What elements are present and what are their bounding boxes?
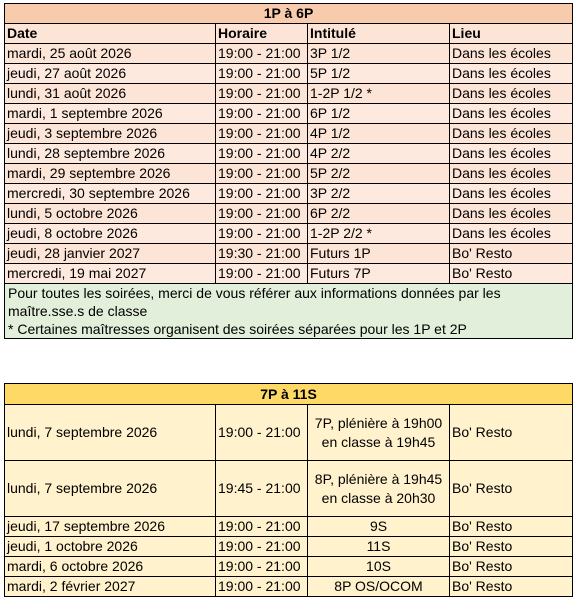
cell-lieu: Dans les écoles — [450, 84, 573, 104]
cell-intitule: Futurs 7P — [308, 264, 450, 284]
cell-lieu: Bo' Resto — [450, 264, 573, 284]
table-row — [5, 184, 573, 204]
cell-horaire: 19:00 - 21:00 — [216, 44, 308, 64]
table-row — [5, 204, 573, 224]
table-row — [5, 461, 573, 517]
table-row — [5, 64, 573, 84]
cell-intitule: 4P 1/2 — [308, 124, 450, 144]
cell-intitule: 1-2P 1/2 * — [308, 84, 450, 104]
cell-lieu: Bo' Resto — [450, 244, 573, 264]
cell-intitule: 1-2P 2/2 * — [308, 224, 450, 244]
cell-horaire: 19:00 - 21:00 — [216, 224, 308, 244]
schedule-table-7p-11s — [4, 383, 573, 597]
table-row — [5, 405, 573, 461]
cell-date: mardi, 25 août 2026 — [5, 44, 216, 64]
cell-horaire: 19:00 - 21:00 — [216, 84, 308, 104]
cell-horaire: 19:30 - 21:00 — [216, 244, 308, 264]
header-horaire: Horaire — [216, 24, 308, 44]
table-row — [5, 557, 573, 577]
cell-horaire: 19:00 - 21:00 — [216, 64, 308, 84]
cell-intitule: 3P 1/2 — [308, 44, 450, 64]
cell-horaire: 19:00 - 21:00 — [216, 517, 308, 537]
cell-intitule: Futurs 1P — [308, 244, 450, 264]
table-row — [5, 577, 573, 597]
cell-date: lundi, 5 octobre 2026 — [5, 204, 216, 224]
note-line-2: * Certaines maîtresses organisent des soirées séparées pour les 1P et 2P — [8, 321, 467, 337]
cell-intitule: 5P 2/2 — [308, 164, 450, 184]
cell-intitule: 8P OS/OCOM — [308, 577, 450, 597]
cell-intitule: 11S — [308, 537, 450, 557]
cell-lieu: Dans les écoles — [450, 184, 573, 204]
cell-horaire: 19:00 - 21:00 — [216, 124, 308, 144]
cell-date: mardi, 2 février 2027 — [5, 577, 216, 597]
cell-lieu: Dans les écoles — [450, 224, 573, 244]
cell-date: mercredi, 30 septembre 2026 — [5, 184, 216, 204]
note-line-1: Pour toutes les soirées, merci de vous référer aux informations données par les maître.sse.s de classe — [8, 285, 501, 319]
cell-lieu: Bo' Resto — [450, 557, 573, 577]
cell-lieu: Dans les écoles — [450, 164, 573, 184]
table-row — [5, 144, 573, 164]
cell-date: jeudi, 1 octobre 2026 — [5, 537, 216, 557]
cell-lieu: Dans les écoles — [450, 44, 573, 64]
cell-date: jeudi, 3 septembre 2026 — [5, 124, 216, 144]
cell-horaire: 19:00 - 21:00 — [216, 204, 308, 224]
intitule-line-1: 7P, plénière à 19h00 — [314, 414, 443, 431]
cell-horaire: 19:00 - 21:00 — [216, 577, 308, 597]
table-row — [5, 84, 573, 104]
cell-date: jeudi, 27 août 2026 — [5, 64, 216, 84]
cell-date: jeudi, 8 octobre 2026 — [5, 224, 216, 244]
cell-horaire: 19:00 - 21:00 — [216, 405, 308, 461]
cell-lieu: Dans les écoles — [450, 144, 573, 164]
header-intitule: Intitulé — [308, 24, 450, 44]
table-title: 1P à 6P — [5, 4, 573, 24]
header-date: Date — [5, 24, 216, 44]
cell-horaire: 19:45 - 21:00 — [216, 461, 308, 517]
cell-horaire: 19:00 - 21:00 — [216, 184, 308, 204]
cell-horaire: 19:00 - 21:00 — [216, 557, 308, 577]
table-row — [5, 104, 573, 124]
cell-intitule: 9S — [308, 517, 450, 537]
cell-lieu: Bo' Resto — [450, 517, 573, 537]
note-row — [5, 284, 573, 339]
cell-date: mardi, 29 septembre 2026 — [5, 164, 216, 184]
cell-lieu: Dans les écoles — [450, 204, 573, 224]
cell-date: mercredi, 19 mai 2027 — [5, 264, 216, 284]
cell-date: jeudi, 17 septembre 2026 — [5, 517, 216, 537]
cell-lieu: Bo' Resto — [450, 537, 573, 557]
cell-date: mardi, 1 septembre 2026 — [5, 104, 216, 124]
intitule-line-1: 8P, plénière à 19h45 — [314, 470, 443, 487]
cell-horaire: 19:00 - 21:00 — [216, 264, 308, 284]
table-title: 7P à 11S — [5, 384, 573, 405]
table-row — [5, 244, 573, 264]
cell-horaire: 19:00 - 21:00 — [216, 537, 308, 557]
cell-horaire: 19:00 - 21:00 — [216, 164, 308, 184]
cell-lieu: Bo' Resto — [450, 405, 573, 461]
cell-date: lundi, 28 septembre 2026 — [5, 144, 216, 164]
intitule-line-2: en classe à 19h45 — [321, 433, 436, 450]
table-row — [5, 124, 573, 144]
table-row — [5, 517, 573, 537]
cell-intitule: 10S — [308, 557, 450, 577]
header-lieu: Lieu — [450, 24, 573, 44]
cell-intitule: 3P 2/2 — [308, 184, 450, 204]
cell-lieu: Bo' Resto — [450, 461, 573, 517]
table-row — [5, 537, 573, 557]
intitule-line-2: en classe à 20h30 — [321, 489, 436, 506]
table-row — [5, 44, 573, 64]
cell-horaire: 19:00 - 21:00 — [216, 144, 308, 164]
cell-lieu: Dans les écoles — [450, 64, 573, 84]
table-row — [5, 264, 573, 284]
cell-intitule: 5P 1/2 — [308, 64, 450, 84]
cell-date: lundi, 7 septembre 2026 — [5, 405, 216, 461]
cell-horaire: 19:00 - 21:00 — [216, 104, 308, 124]
cell-date: lundi, 7 septembre 2026 — [5, 461, 216, 517]
cell-intitule: 4P 2/2 — [308, 144, 450, 164]
table-row — [5, 224, 573, 244]
cell-intitule — [308, 405, 450, 461]
cell-intitule: 6P 2/2 — [308, 204, 450, 224]
cell-date: lundi, 31 août 2026 — [5, 84, 216, 104]
cell-lieu: Dans les écoles — [450, 124, 573, 144]
schedule-table-1p-6p — [4, 3, 573, 339]
table-row — [5, 164, 573, 184]
cell-lieu: Dans les écoles — [450, 104, 573, 124]
cell-intitule: 6P 1/2 — [308, 104, 450, 124]
cell-lieu: Bo' Resto — [450, 577, 573, 597]
cell-intitule — [308, 461, 450, 517]
note-cell — [5, 284, 573, 339]
cell-date: jeudi, 28 janvier 2027 — [5, 244, 216, 264]
cell-date: mardi, 6 octobre 2026 — [5, 557, 216, 577]
